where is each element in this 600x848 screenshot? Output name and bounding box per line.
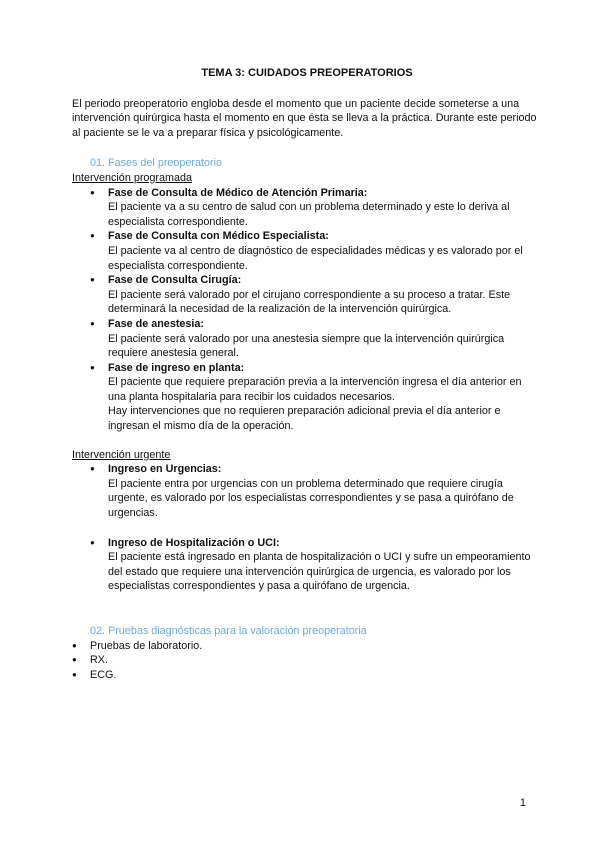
item-text: Pruebas de laboratorio. [90,639,203,652]
item-text: El paciente será valorado por una anestesia siempre que la intervención quirúrgica requiere anestesia general. [108,332,505,360]
item-text: ECG. [90,668,117,681]
item-title: ● Fase de Consulta con Médico Especialista: [108,230,329,243]
list-item [72,653,542,668]
list-item [72,668,542,683]
document-page [72,66,542,682]
list-item [72,273,542,317]
item-text: Hay intervenciones que no requieren preparación adicional previa el día anterior e ingresan el mismo día de la operación. [108,405,501,433]
programada-label: Intervención programada [72,171,193,184]
item-title: ● Fase de ingreso en planta: [108,361,245,374]
section1-heading: 01. Fases del preoperatorio [90,157,223,170]
item-text: El paciente entra por urgencias con un problema determinado que requiere cirugía urgente, es valorado por los especialistas correspondientes y se pasa a quirófano de urgencias. [108,477,514,520]
list-item [72,462,542,520]
intro-paragraph: El periodo preoperatorio engloba desde el momento que un paciente decide someterse a una intervención quirúrgica hasta el momento en que ésta se lleva a la práctica. Durante este periodo al paciente se le va a preparar física y psicológicamente. [72,97,537,139]
pruebas-list [72,639,542,683]
page-number: 1 [519,797,526,809]
item-text: El paciente va a su centro de salud con un problema determinado y este lo deriva al especialista correspondiente. [108,201,510,228]
item-title: ● Ingreso en Urgencias: [108,463,222,476]
item-text: El paciente está ingresado en planta de hospitalización o UCI y sufre un empeoramiento del estado que requiere una intervención quirúrgica de urgencia, es valorado por los especialistas correspondientes y pasa a quirófano de urgencia. [108,551,531,593]
item-text: RX. [90,654,108,667]
list-item [72,186,542,230]
item-text: El paciente va al centro de diagnóstico de especialidades médicas y es valorado por el especialista correspondiente. [108,244,523,272]
programada-list [72,186,542,434]
section2-heading: 02. Pruebas diagnósticas para la valoración preoperatoria [90,625,367,637]
list-item [72,229,542,273]
item-text: El paciente será valorado por el cirujano correspondiente a su proceso a tratar. Este determinará la necesidad de la realización de la intervención quirúrgica. [108,288,511,316]
list-item [72,536,542,594]
item-title: ● Fase de Consulta de Médico de Atención Primaria: [108,186,368,199]
item-title: ● Fase de anestesia: [108,317,205,330]
item-title: ● Ingreso de Hospitalización o UCI: [108,536,280,549]
item-text: El paciente que requiere preparación previa a la intervención ingresa el día anterior en una planta hospitalaria para recibir los cuidados necesarios. [108,376,522,403]
item-title: ● Fase de Consulta Cirugía: [108,274,242,287]
list-item [72,639,542,654]
document-title: TEMA 3: CUIDADOS PREOPERATORIOS [201,67,413,79]
list-item [72,317,542,361]
urgente-label: Intervención urgente [72,448,171,461]
urgente-list [72,462,542,594]
list-item [72,361,542,434]
